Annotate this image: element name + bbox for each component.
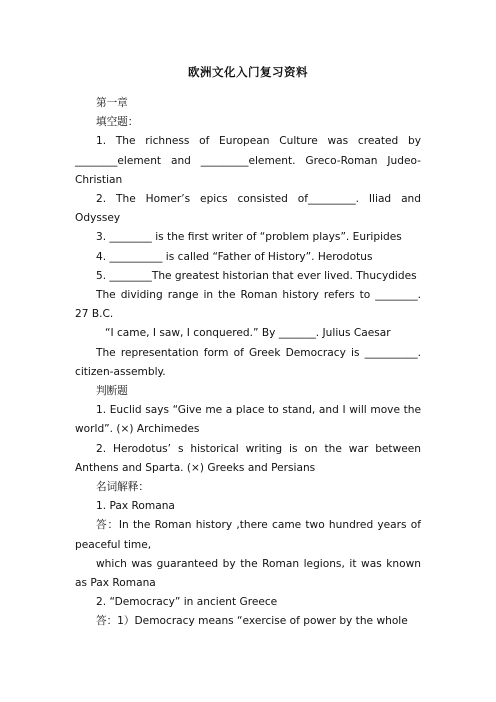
question-paragraph: “I came, I saw, I conquered.” By _______. Julius Caesar xyxy=(105,327,391,340)
section-heading-terms: 名词解释： xyxy=(96,481,149,494)
answer-paragraph: which was guaranteed by the Roman legions, it was known as Pax Romana xyxy=(75,557,421,590)
question-paragraph: 1. Euclid says “Give me a place to stand, and I will move the world”. (×) Archimedes xyxy=(75,404,421,436)
question-paragraph: 4. __________ is called “Father of History”. Herodotus xyxy=(96,250,373,263)
term-heading: 2. “Democracy” in ancient Greece xyxy=(96,596,278,609)
question-paragraph: 3. ________ is the first writer of “problem plays”. Euripides xyxy=(96,231,402,244)
document-body xyxy=(75,94,421,632)
term-heading: 1. Pax Romana xyxy=(96,500,175,513)
question-paragraph: 2. Herodotus’ s historical writing is on the war between Anthens and Sparta. (×) Greeks and Persians xyxy=(75,442,421,474)
question-paragraph: The representation form of Greek Democracy is __________. citizen-assembly. xyxy=(75,346,421,378)
question-paragraph: 1. The richness of European Culture was created by ________element and _________element. Greco-Roman Judeo-Christian xyxy=(75,135,421,186)
answer-paragraph: 答：In the Roman history ,there came two hundred years of peaceful time, xyxy=(75,519,421,551)
question-paragraph: 5. ________The greatest historian that ever lived. Thucydides xyxy=(96,269,417,282)
answer-paragraph: 答：1）Democracy means “exercise of power by the whole xyxy=(96,615,408,628)
section-heading-true-false: 判断题 xyxy=(96,385,128,398)
chapter-heading: 第一章 xyxy=(96,97,128,109)
section-heading-fill-blank: 填空题： xyxy=(96,116,139,129)
question-paragraph: 2. The Homer’s epics consisted of_________. Iliad and Odyssey xyxy=(75,193,421,225)
document-title: 欧洲文化入门复习资料 xyxy=(188,65,308,79)
question-paragraph: The dividing range in the Roman history refers to ________. 27 B.C. xyxy=(75,289,421,321)
